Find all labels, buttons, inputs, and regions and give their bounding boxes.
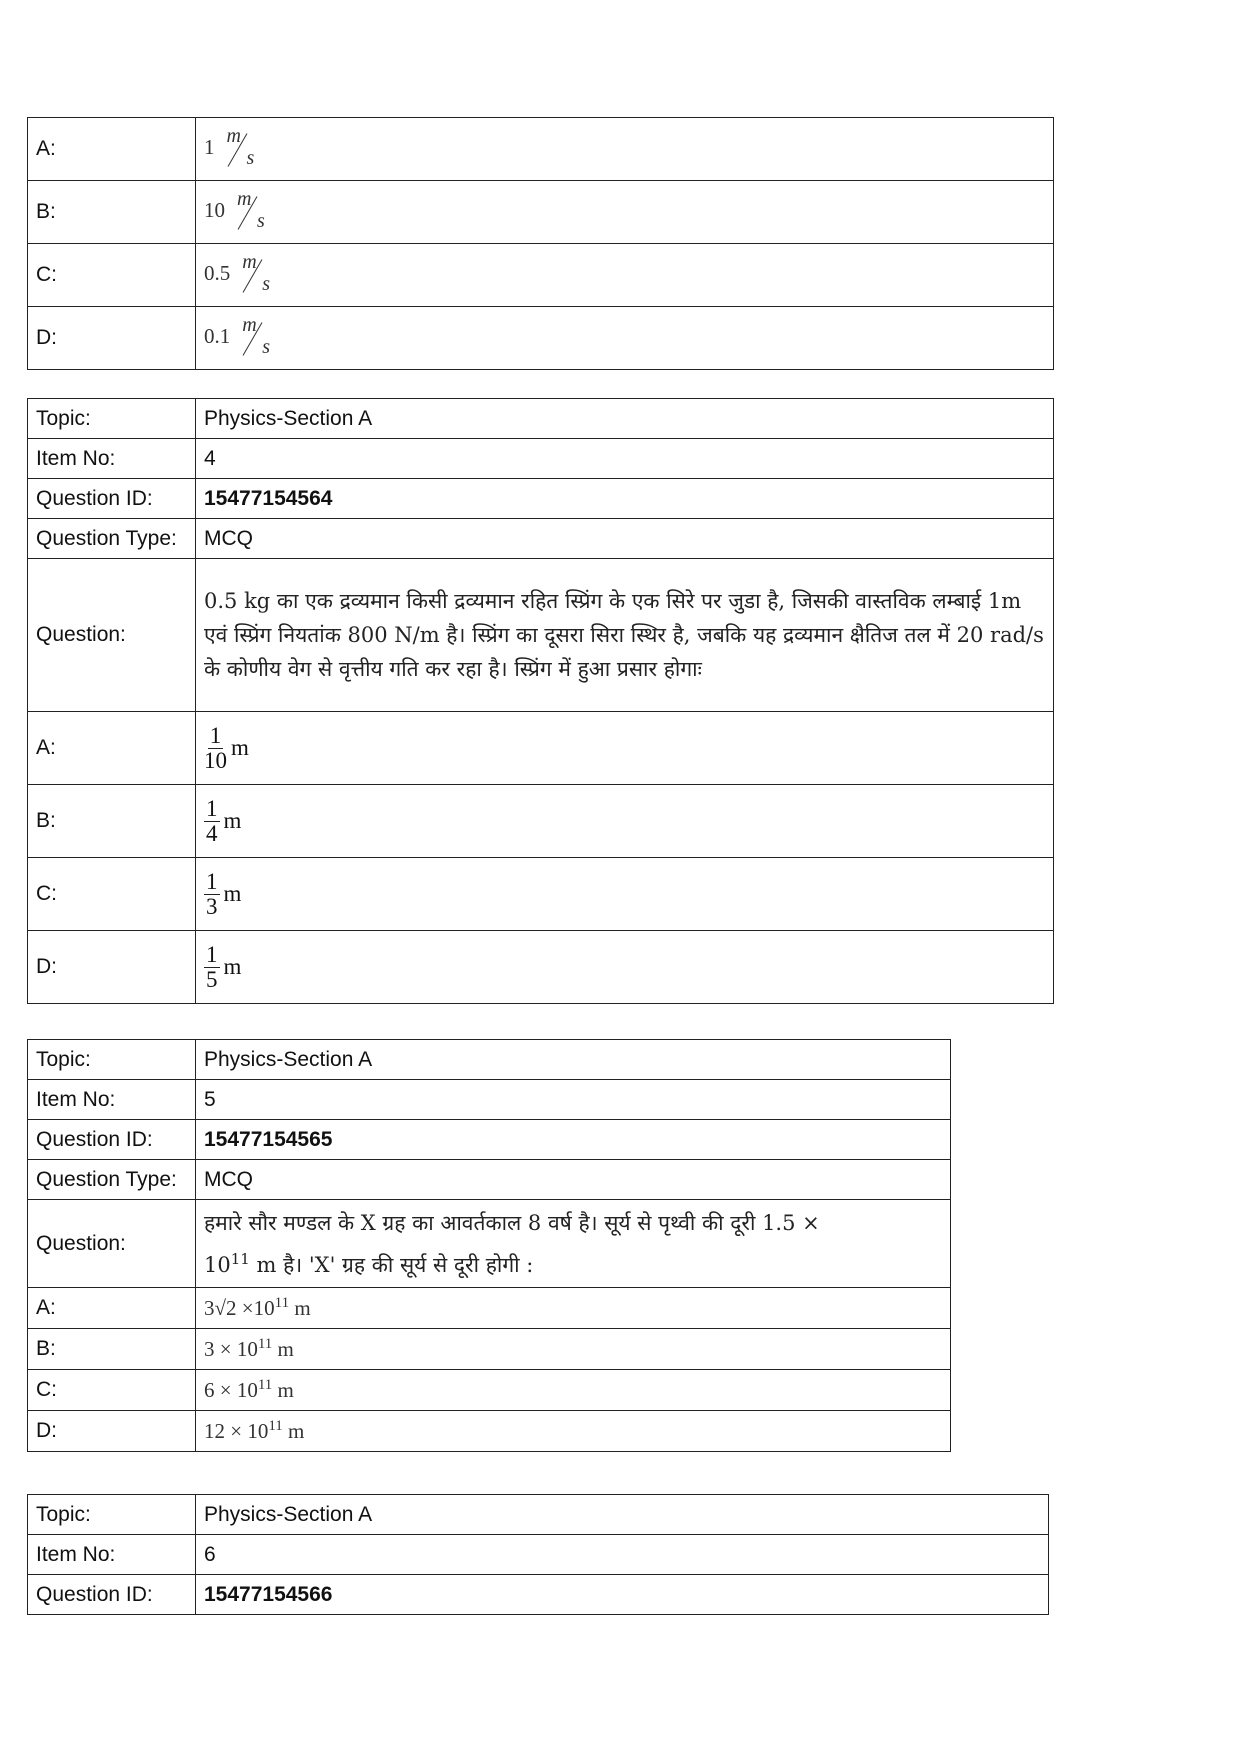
- option-row: [28, 181, 1054, 244]
- topic-value: Physics-Section A: [196, 1040, 951, 1080]
- option-label: D:: [28, 307, 196, 370]
- question-type-value: MCQ: [196, 519, 1054, 559]
- question-id-label: Question ID:: [28, 479, 196, 519]
- item-label: Item No:: [28, 439, 196, 479]
- option-label: D:: [28, 931, 196, 1004]
- topic-row: [28, 399, 1054, 439]
- option-label: D:: [28, 1411, 196, 1452]
- question-label: Question:: [28, 1200, 196, 1288]
- topic-row: [28, 1495, 1049, 1535]
- option-label: B:: [28, 181, 196, 244]
- item-value: 6: [196, 1535, 1049, 1575]
- item-label: Item No:: [28, 1080, 196, 1120]
- option-label: C:: [28, 244, 196, 307]
- option-row: [28, 1370, 951, 1411]
- option-value: $6 \times 10^{11}$ m: [196, 1370, 951, 1411]
- option-label: A:: [28, 712, 196, 785]
- topic-value: Physics-Section A: [196, 1495, 1049, 1535]
- topic-value: Physics-Section A: [196, 399, 1054, 439]
- option-row: [28, 1411, 951, 1452]
- question-id-value: 15477154564: [196, 479, 1054, 519]
- option-label: C:: [28, 1370, 196, 1411]
- option-label: C:: [28, 858, 196, 931]
- option-value: 0.5 m s: [196, 244, 1054, 307]
- item-row: [28, 1535, 1049, 1575]
- option-value: 0.1 m s: [196, 307, 1054, 370]
- question-text: 0.5 kg का एक द्रव्यमान किसी द्रव्यमान रहित स्प्रिंग के एक सिरे पर जुडा है, जिसकी वास्तविक लम्बाई 1m एवं स्प्रिंग नियतांक 800 N/m है। स्प्रिंग का दूसरा सिरा स्थिर है, जबकि यह द्रव्यमान क्षैतिज तल में 20 rad/s के कोणीय वेग से वृत्तीय गति कर रहा है। स्प्रिंग में हुआ प्रसार होगाः: [196, 559, 1054, 712]
- option-value: 10 m s: [196, 181, 1054, 244]
- option-row: [28, 858, 1054, 931]
- option-row: [28, 244, 1054, 307]
- question-id-row: [28, 1120, 951, 1160]
- question-type-label: Question Type:: [28, 1160, 196, 1200]
- option-row: [28, 1288, 951, 1329]
- question-row: [28, 1200, 951, 1288]
- item-row: [28, 1080, 951, 1120]
- question-id-row: [28, 479, 1054, 519]
- question-text: [196, 1200, 951, 1288]
- option-row: [28, 785, 1054, 858]
- question-table-5: [27, 1039, 951, 1452]
- question-type-value: MCQ: [196, 1160, 951, 1200]
- option-value: 1 m s: [196, 118, 1054, 181]
- question-id-value: 15477154565: [196, 1120, 951, 1160]
- option-label: B:: [28, 785, 196, 858]
- option-value: $12 \times 10^{11}$ m: [196, 1411, 951, 1452]
- option-row: [28, 931, 1054, 1004]
- item-row: [28, 439, 1054, 479]
- item-value: 5: [196, 1080, 951, 1120]
- option-row: [28, 1329, 951, 1370]
- option-label: B:: [28, 1329, 196, 1370]
- question-id-value: 15477154566: [196, 1575, 1049, 1615]
- option-row: [28, 712, 1054, 785]
- topic-label: Topic:: [28, 1040, 196, 1080]
- item-label: Item No:: [28, 1535, 196, 1575]
- question-table-4: [27, 398, 1054, 1004]
- topic-row: [28, 1040, 951, 1080]
- question-id-row: [28, 1575, 1049, 1615]
- topic-label: Topic:: [28, 399, 196, 439]
- question-row: [28, 559, 1054, 712]
- item-value: 4: [196, 439, 1054, 479]
- option-label: A:: [28, 1288, 196, 1329]
- option-value: $\frac{1}{3}$ m: [196, 858, 1054, 931]
- question-type-label: Question Type:: [28, 519, 196, 559]
- option-value: $\frac{1}{10}$ m: [196, 712, 1054, 785]
- question-label: Question:: [28, 559, 196, 712]
- option-value: $3 \times 10^{11}$ m: [196, 1329, 951, 1370]
- option-value: $3√2 \times 10^{11}$ m: [196, 1288, 951, 1329]
- option-value: $\frac{1}{4}$ m: [196, 785, 1054, 858]
- question-type-row: [28, 1160, 951, 1200]
- option-label: A:: [28, 118, 196, 181]
- question-id-label: Question ID:: [28, 1120, 196, 1160]
- question-type-row: [28, 519, 1054, 559]
- question-table-6: [27, 1494, 1049, 1615]
- option-value: $\frac{1}{5}$ m: [196, 931, 1054, 1004]
- option-row: [28, 307, 1054, 370]
- question-line-1: हमारे सौर मण्डल के X ग्रह का आवर्तकाल 8 वर्ष है। सूर्य से पृथ्वी की दूरी 1.5 ×: [204, 1210, 820, 1235]
- question-line-2: $10^{11}$ m है। 'X' ग्रह की सूर्य से दूरी होगी :: [204, 1249, 534, 1277]
- options-table-q3: [27, 117, 1054, 370]
- topic-label: Topic:: [28, 1495, 196, 1535]
- question-id-label: Question ID:: [28, 1575, 196, 1615]
- option-row: [28, 118, 1054, 181]
